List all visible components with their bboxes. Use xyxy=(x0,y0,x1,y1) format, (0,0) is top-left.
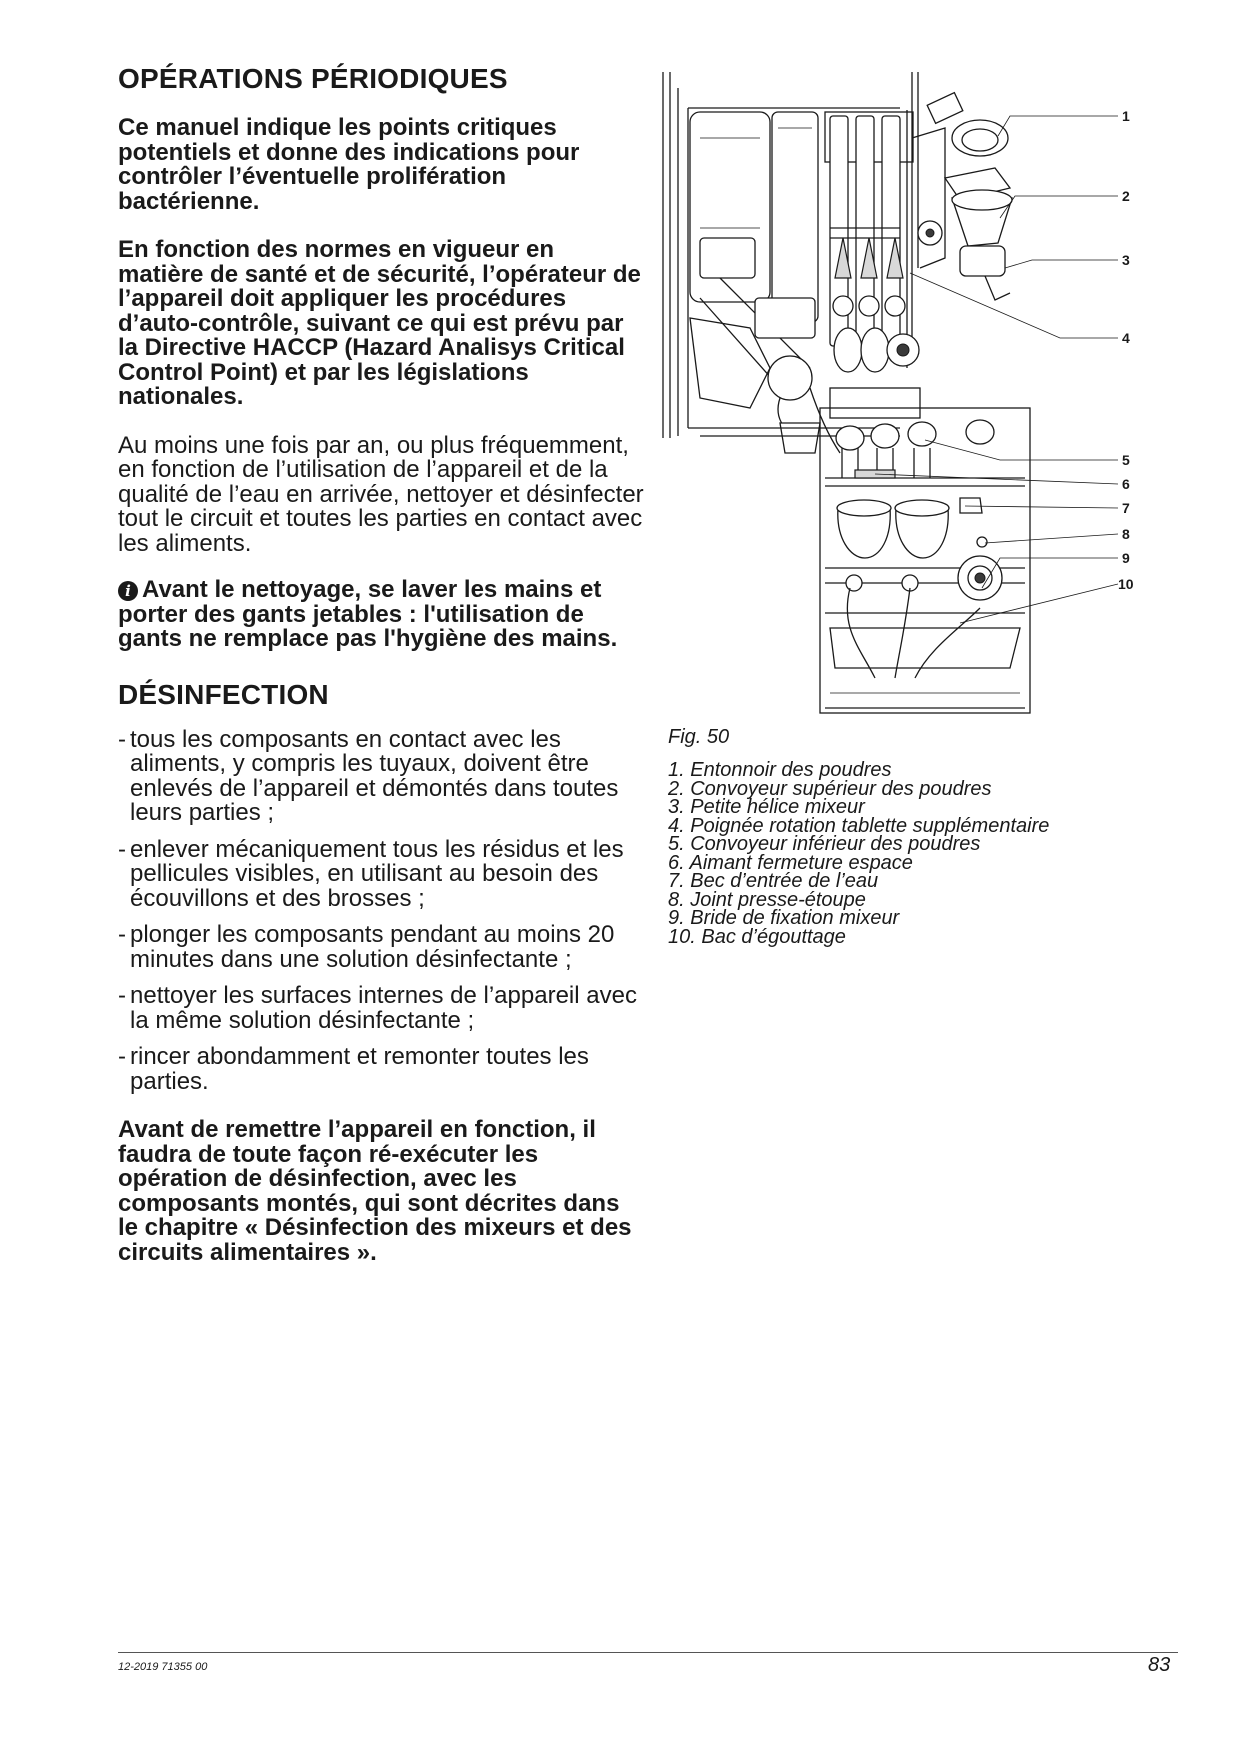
callout-2: 2 xyxy=(1122,188,1130,204)
info-note xyxy=(118,578,646,652)
info-note-text: Avant le nettoyage, se laver les mains et porter des gants jetables : l'utilisation de gants ne remplace pas l'hygiène des mains. xyxy=(118,576,618,652)
yearly-cleaning-paragraph: Au moins une fois par an, ou plus fréquemment, en fonction de l’utilisation de l’appareil et de la qualité de l’eau en arrivée, nettoyer et désinfecter tout le circuit et toutes les parties en contact avec les aliments. xyxy=(118,431,644,557)
closing-paragraph: Avant de remettre l’appareil en fonction, il faudra de toute façon ré-exécuter les opération de désinfection, avec les composants montés, qui sont décrites dans le chapitre « Désinfection des mixeurs et des circuits alimentaires ». xyxy=(118,1116,632,1266)
disinfection-steps xyxy=(118,725,646,1095)
list-item: - nettoyer les surfaces internes de l’appareil avec la même solution désinfectante ; xyxy=(118,982,637,1034)
legend-item: 6. Aimant fermeture espace xyxy=(668,851,913,874)
info-icon: i xyxy=(118,581,138,601)
page-number: 83 xyxy=(1148,1654,1171,1676)
legend-item: 8. Joint presse-étoupe xyxy=(668,888,866,911)
section-title-disinfection: DÉSINFECTION xyxy=(118,678,329,710)
list-item: - tous les composants en contact avec les aliments, y compris les tuyaux, doivent être enlevés de l’appareil et démontés dans toutes leurs parties ; xyxy=(118,725,619,826)
figure-caption xyxy=(668,726,1138,946)
machine-drawing xyxy=(660,68,1134,728)
machine-upper-view xyxy=(663,72,920,453)
callout-numbers xyxy=(1118,108,1134,592)
callout-3: 3 xyxy=(1122,252,1130,268)
machine-diagram xyxy=(660,68,1134,728)
legend-item: 9. Bride de fixation mixeur xyxy=(668,907,900,929)
callout-5: 5 xyxy=(1122,452,1130,468)
list-item: - rincer abondamment et remonter toutes les parties. xyxy=(118,1043,589,1095)
document-code: 12-2019 71355 00 xyxy=(118,1661,208,1673)
haccp-paragraph: En fonction des normes en vigueur en matière de santé et de sécurité, l’opérateur de l’appareil doit appliquer les procédures d’auto-contrôle, suivant ce qui est prévu par la Directive HACCP (Hazard Analisys Critical Control Point) et par les législations nationales. xyxy=(118,236,641,410)
list-item: - enlever mécaniquement tous les résidus et les pellicules visibles, en utilisant au besoin des écouvillons et des brosses ; xyxy=(118,835,624,912)
callout-6: 6 xyxy=(1122,476,1130,492)
exploded-parts-view xyxy=(912,93,1012,300)
callout-1: 1 xyxy=(1122,108,1130,124)
intro-paragraph: Ce manuel indique les points critiques potentiels et donne des indications pour contrôler l’éventuelle prolifération bactérienne. xyxy=(118,114,580,215)
list-item: - plonger les composants pendant au moins 20 minutes dans une solution désinfectante ; xyxy=(118,921,615,973)
callout-8: 8 xyxy=(1122,526,1130,542)
callout-9: 9 xyxy=(1122,550,1130,566)
legend-item: 1. Entonnoir des poudres xyxy=(668,759,892,781)
callout-10: 10 xyxy=(1118,576,1134,592)
callout-4: 4 xyxy=(1122,330,1130,346)
callout-7: 7 xyxy=(1122,500,1130,516)
legend-item: 5. Convoyeur inférieur des poudres xyxy=(668,833,981,855)
legend-item: 3. Petite hélice mixeur xyxy=(668,796,865,818)
legend-item: 4. Poignée rotation tablette supplémentaire xyxy=(668,814,1050,837)
figure-legend xyxy=(668,761,1138,946)
figure-title: Fig. 50 xyxy=(668,726,730,748)
main-text-column xyxy=(118,62,646,1289)
legend-item: 10. Bac d’égouttage xyxy=(668,925,846,948)
legend-item: 2. Convoyeur supérieur des poudres xyxy=(668,777,992,800)
footer-divider xyxy=(118,1652,1178,1653)
section-title-operations: OPÉRATIONS PÉRIODIQUES xyxy=(118,63,508,94)
legend-item: 7. Bec d’entrée de l’eau xyxy=(668,870,879,892)
